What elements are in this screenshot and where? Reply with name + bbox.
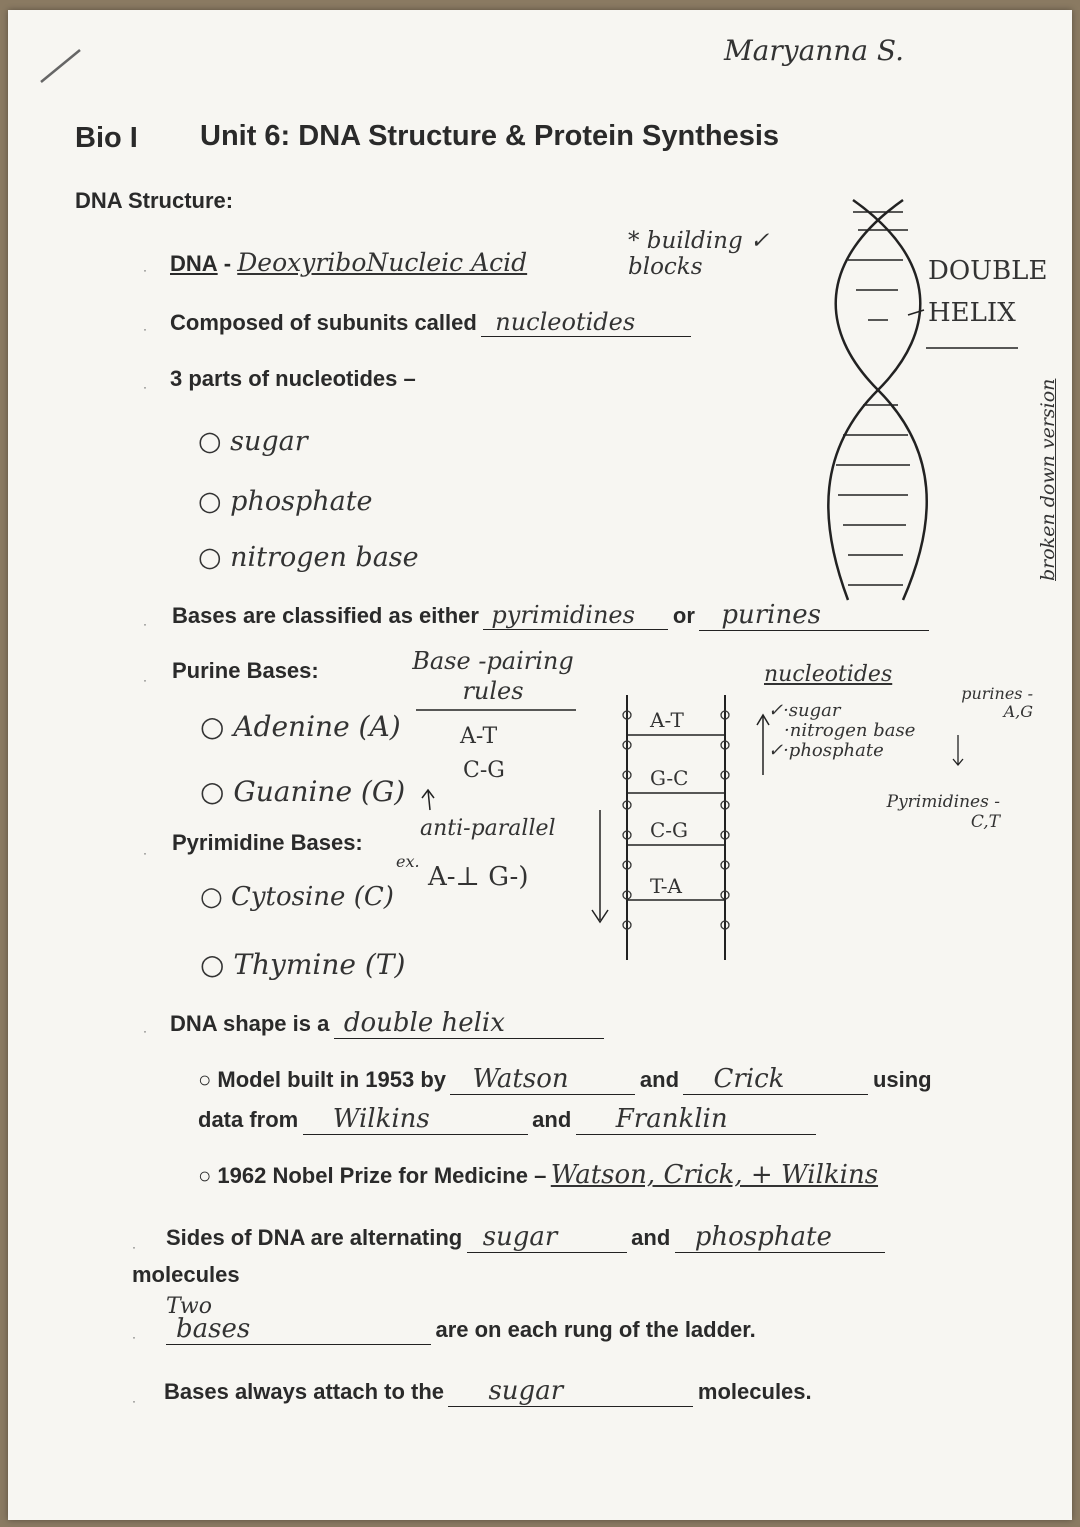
model-data-from: data from: [198, 1107, 299, 1132]
pairing-rule-line: [416, 708, 586, 712]
model-row-2: [198, 1104, 816, 1135]
sides-suffix: molecules: [132, 1262, 240, 1287]
purine-bases-label: Purine Bases:: [172, 658, 319, 683]
model-and-2: and: [532, 1107, 572, 1132]
dna-label: DNA: [170, 251, 218, 276]
dna-shape-answer: double helix: [343, 1008, 505, 1038]
worksheet-page: [8, 10, 1072, 1520]
nobel-answer: Watson, Crick, + Wilkins: [550, 1160, 879, 1190]
antiparallel-note: anti-parallel: [420, 816, 556, 841]
bullet-dot: ·: [132, 1394, 136, 1408]
dna-definition-answer: DeoxyriboNucleic Acid: [237, 248, 528, 277]
subunits-answer: nucleotides: [495, 308, 636, 336]
pair-c-g: C-G: [463, 758, 505, 783]
rung-answer-two: Two: [166, 1294, 212, 1319]
model-prefix: Model built in 1953 by: [217, 1067, 446, 1092]
purine-adenine: ○ Adenine (A): [200, 710, 401, 743]
rung-row: [166, 1314, 756, 1345]
model-using: using: [872, 1067, 932, 1092]
section-title: DNA Structure:: [75, 188, 234, 213]
part-sugar: ○ sugar: [198, 426, 308, 457]
bullet-dot: ·: [132, 1240, 136, 1254]
course-label: Bio I: [75, 122, 138, 154]
rung-c-g: C-G: [650, 818, 689, 842]
dna-dash: -: [223, 251, 232, 276]
antiparallel-example: A-⊥ G-): [428, 862, 529, 892]
sides-and: and: [631, 1225, 671, 1250]
three-parts-prompt: 3 parts of nucleotides –: [170, 366, 416, 391]
part-nitrogen-base: ○ nitrogen base: [198, 542, 419, 573]
or-label: or: [672, 603, 695, 628]
attach-prefix: Bases always attach to the: [164, 1379, 445, 1404]
rung-answer-bases: bases: [176, 1314, 251, 1344]
model-row: ○ Model built in 1953 by Watson and Crick using: [198, 1064, 932, 1094]
sides-row: [166, 1222, 885, 1253]
model-answer-crick: Crick: [713, 1064, 785, 1094]
pyrimidines-note: Pyrimidines -C,T: [886, 792, 1000, 832]
bullet-dot: ·: [132, 1330, 136, 1344]
unit-title: Unit 6: DNA Structure & Protein Synthesis: [200, 120, 780, 152]
dna-shape-row: [170, 1008, 604, 1039]
model-and-1: and: [639, 1067, 680, 1092]
pairing-arrows: [418, 770, 618, 930]
bullet-dot: ·: [143, 846, 147, 860]
double-helix-drawing: [808, 190, 948, 610]
bullet-dot: ·: [143, 380, 147, 394]
sides-prefix: Sides of DNA are alternating: [166, 1225, 463, 1250]
pencil-mark: [36, 50, 96, 110]
dna-ladder-drawing: [613, 695, 773, 965]
model-answer-watson: Watson: [472, 1064, 569, 1094]
student-name: Maryanna S.: [724, 34, 905, 67]
attach-suffix: molecules.: [697, 1379, 812, 1404]
pyrimidine-thymine: ○ Thymine (T): [200, 948, 406, 981]
rung-a-t: A-T: [650, 708, 684, 732]
sides-answer-phosphate: phosphate: [694, 1222, 832, 1252]
part-phosphate: ○ phosphate: [198, 486, 373, 517]
rung-t-a: T-A: [650, 874, 682, 898]
nucleotide-arrows: [928, 715, 988, 795]
model-answer-franklin: Franklin: [615, 1104, 728, 1134]
subunits-row: [170, 308, 691, 337]
attach-answer: sugar: [488, 1376, 564, 1406]
sides-answer-sugar: sugar: [482, 1222, 558, 1252]
dna-definition-row: [170, 248, 527, 277]
pyrimidine-bases-label: Pyrimidine Bases:: [172, 830, 363, 855]
attach-row: [164, 1376, 812, 1407]
rung-suffix: are on each rung of the ladder.: [435, 1317, 756, 1342]
building-blocks-note: * building ✓ blocks: [628, 228, 770, 280]
bullet-dot: ·: [143, 617, 147, 631]
bullet-dot: ·: [143, 673, 147, 687]
bullet-dot: ·: [143, 1024, 147, 1038]
bases-classified-row: [172, 600, 929, 631]
bases-answer-pyrimidines: pyrimidines: [491, 601, 635, 629]
subunits-prompt: Composed of subunits called: [170, 310, 477, 335]
helix-label-lines: [898, 300, 1018, 360]
nucleotides-note-title: nucleotides: [764, 662, 893, 687]
example-prefix: ex.: [396, 852, 420, 871]
double-helix-label: DOUBLE HELIX: [928, 256, 1048, 328]
nucleotide-note-sugar: ✓·sugar: [768, 700, 841, 721]
bases-answer-purines: purines: [721, 600, 821, 630]
model-answer-wilkins: Wilkins: [332, 1104, 430, 1134]
nucleotide-note-nitrogen: ·nitrogen base: [784, 720, 916, 741]
nobel-prefix: 1962 Nobel Prize for Medicine –: [217, 1163, 547, 1188]
purine-guanine: ○ Guanine (G): [200, 775, 406, 808]
rung-g-c: G-C: [650, 766, 689, 790]
purines-note: purines -A,G: [961, 684, 1033, 721]
bullet-dot: ·: [143, 263, 147, 277]
nobel-row: ○ 1962 Nobel Prize for Medicine – Watson, Crick, + Wilkins: [198, 1160, 879, 1190]
base-pairing-title: Base -pairing rules: [412, 647, 574, 705]
pyrimidine-cytosine: ○ Cytosine (C): [200, 882, 394, 912]
dna-shape-prompt: DNA shape is a: [170, 1011, 330, 1036]
bases-classified-prompt: Bases are classified as either: [172, 603, 479, 628]
bullet-dot: ·: [143, 322, 147, 336]
broken-down-note: broken down version: [1037, 378, 1059, 581]
nucleotide-note-phosphate: ✓·phosphate: [768, 740, 884, 761]
pair-a-t: A-T: [460, 724, 498, 749]
